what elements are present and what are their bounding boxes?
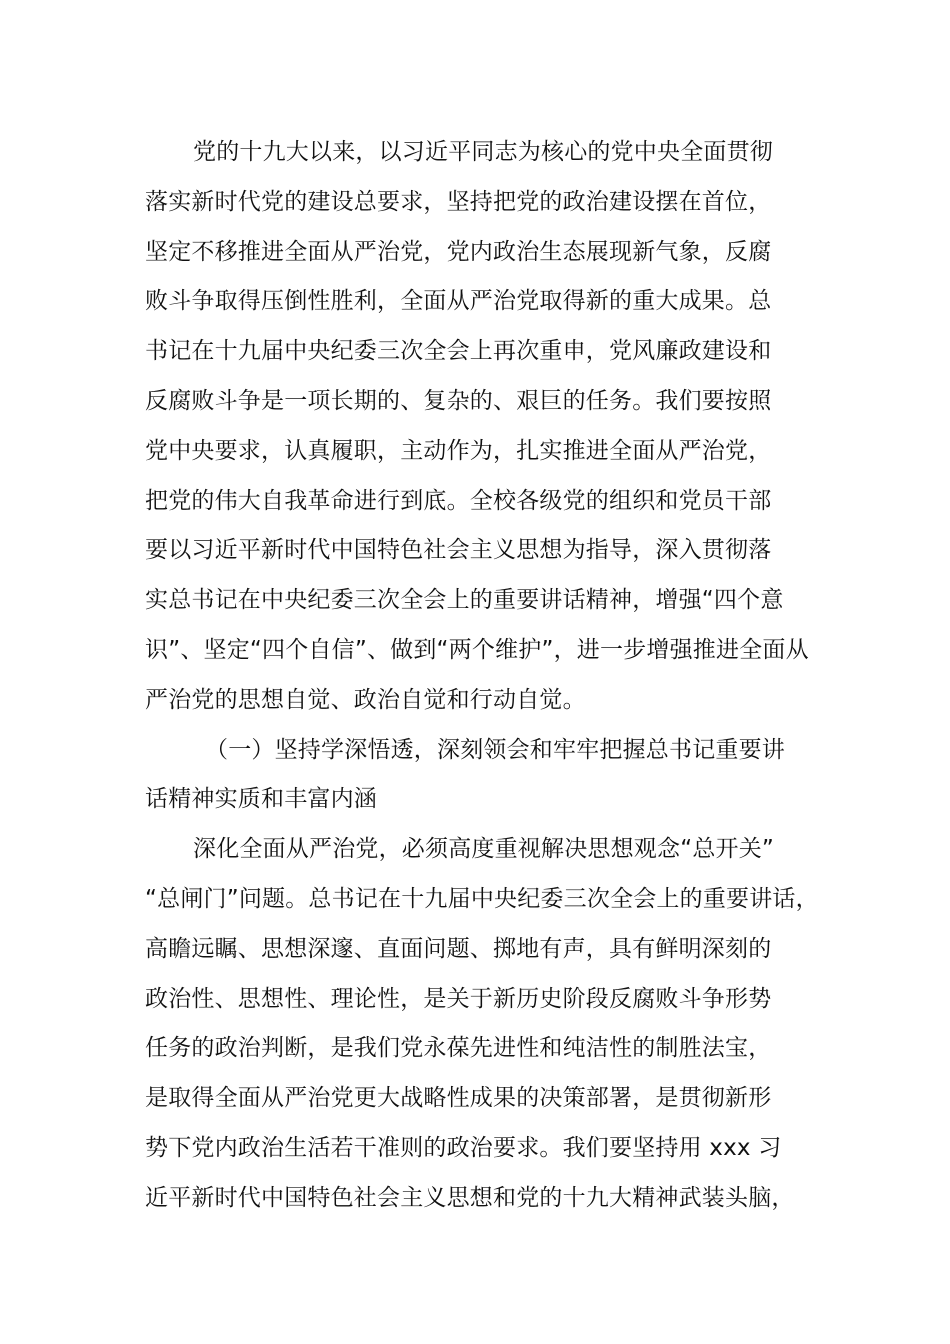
text-line: 识”、坚定“四个自信”、做到“两个维护”，进一步增强推进全面从 xyxy=(145,636,809,663)
text-line: 实总书记在中央纪委三次全会上的重要讲话精神，增强“四个意 xyxy=(145,587,784,614)
text-line: 是取得全面从严治党更大战略性成果的决策部署，是贯彻新形 xyxy=(145,1085,772,1112)
paragraph-1 xyxy=(145,128,835,726)
text-line: 近平新时代中国特色社会主义思想和党的十九大精神武装头脑， xyxy=(145,1184,795,1211)
text-line: 败斗争取得压倒性胜利，全面从严治党取得新的重大成果。总 xyxy=(145,288,772,315)
paragraph-2 xyxy=(145,825,835,1223)
text-line: 势下党内政治生活若干准则的政治要求。我们要坚持用 xxx 习 xyxy=(145,1134,782,1161)
text-line: 政治性、思想性、理论性，是关于新历史阶段反腐败斗争形势 xyxy=(145,985,772,1012)
text-line: 深化全面从严治党，必须高度重视解决思想观念“总开关” xyxy=(193,836,775,863)
text-line: 反腐败斗争是一项长期的、复杂的、艰巨的任务。我们要按照 xyxy=(145,387,772,414)
text-line: “总闸门”问题。总书记在十九届中央纪委三次全会上的重要讲话， xyxy=(145,885,819,912)
document-body xyxy=(145,128,835,1224)
text-line: 坚定不移推进全面从严治党，党内政治生态展现新气象，反腐 xyxy=(145,238,772,265)
text-line: 任务的政治判断，是我们党永葆先进性和纯洁性的制胜法宝， xyxy=(145,1035,772,1062)
text-line: 要以习近平新时代中国特色社会主义思想为指导，深入贯彻落 xyxy=(145,537,772,564)
text-line: 党中央要求，认真履职，主动作为，扎实推进全面从严治党， xyxy=(145,437,772,464)
text-line: 把党的伟大自我革命进行到底。全校各级党的组织和党员干部 xyxy=(145,487,772,514)
heading-line: （一）坚持学深悟透，深刻领会和牢牢把握总书记重要讲 xyxy=(205,736,785,763)
heading-line: 话精神实质和丰富内涵 xyxy=(145,786,377,813)
text-line: 严治党的思想自觉、政治自觉和行动自觉。 xyxy=(145,686,586,713)
text-line: 高瞻远瞩、思想深邃、直面问题、掷地有声，具有鲜明深刻的 xyxy=(145,935,772,962)
section-heading-1 xyxy=(145,726,835,826)
text-line: 落实新时代党的建设总要求，坚持把党的政治建设摆在首位， xyxy=(145,188,772,215)
text-line: 书记在十九届中央纪委三次全会上再次重申，党风廉政建设和 xyxy=(145,338,772,365)
text-line: 党的十九大以来，以习近平同志为核心的党中央全面贯彻 xyxy=(193,139,773,165)
